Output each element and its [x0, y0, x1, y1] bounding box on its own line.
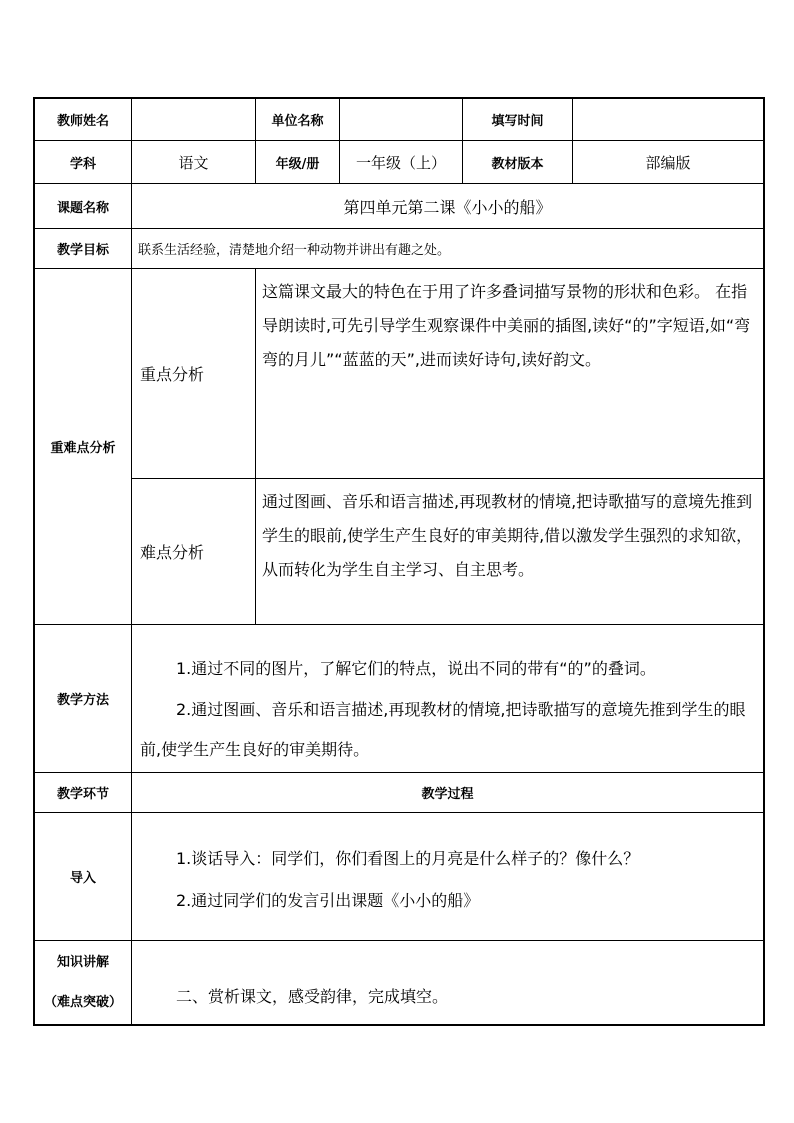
stage-label: 教学环节: [56, 787, 109, 802]
difficult-analysis-paragraph: 通过图画、音乐和语言描述,再现教材的情境,把诗歌描写的意境先推到学生的眼前,使学生产生良好的审美期待,借以激发学生强烈的求知欲，从而转化为学生自主学习、自主思考。: [262, 492, 753, 579]
table-bottom-border: [33, 1024, 764, 1026]
key-analysis-label: 重点分析: [140, 365, 205, 384]
knowledge-label-line-2: （难点突破）: [43, 994, 122, 1010]
knowledge-paragraph: 二、赏析课文，感受韵律，完成填空。: [176, 987, 449, 1006]
key-analysis-text: [262, 275, 759, 471]
process-label: 教学过程: [421, 787, 474, 802]
row-divider: [33, 624, 764, 625]
teacher-name-field[interactable]: [132, 99, 255, 140]
row-divider: [33, 812, 764, 813]
grade-label: 年级/册: [275, 156, 320, 172]
intro-label: 导入: [69, 871, 96, 886]
unit-name-field[interactable]: [340, 99, 462, 140]
row-divider: [33, 940, 764, 941]
method-label: 教学方法: [56, 693, 109, 708]
table-right-border: [763, 97, 765, 1026]
goal-text: 联系生活经验，清楚地介绍一种动物并讲出有趣之处。: [138, 243, 451, 258]
intro-line-2: 2.通过同学们的发言引出课题《小小的船》: [176, 891, 480, 910]
lesson-title-label: 课题名称: [56, 200, 109, 216]
method-text: [140, 648, 760, 768]
textbook-value: 部编版: [645, 153, 691, 172]
method-line-1: 1.通过不同的图片，了解它们的特点，说出不同的带有“的”的叠词。: [176, 659, 656, 678]
grade-value: 一年级（上）: [355, 153, 446, 172]
knowledge-label: [35, 941, 131, 1024]
fill-time-label: 填写时间: [491, 114, 544, 129]
subject-value: 语文: [178, 153, 209, 172]
unit-name-label: 单位名称: [271, 114, 324, 129]
subject-label: 学科: [69, 156, 96, 172]
teacher-name-label: 教师姓名: [56, 114, 109, 129]
intro-line-1: 1.谈话导入：同学们，你们看图上的月亮是什么样子的？像什么？: [176, 849, 640, 868]
difficult-analysis-text: [262, 485, 759, 620]
method-line-2: 2.通过图画、音乐和语言描述,再现教材的情境,把诗歌描写的意境先推到学生的眼前,使学生产生良好的审美期待。: [140, 700, 746, 759]
intro-text: [140, 838, 760, 928]
textbook-label: 教材版本: [491, 156, 544, 172]
goal-label: 教学目标: [56, 243, 109, 258]
column-divider: [131, 97, 132, 1026]
fill-time-field[interactable]: [573, 99, 763, 140]
knowledge-label-line-1: 知识讲解: [56, 954, 109, 970]
knowledge-text: [140, 980, 760, 1020]
column-divider: [255, 268, 256, 624]
difficult-analysis-label: 难点分析: [140, 543, 205, 562]
key-analysis-paragraph: 这篇课文最大的特色在于用了许多叠词描写景物的形状和色彩。 在指导朗读时,可先引导学生观察课件中美丽的插图,读好“的”字短语,如“弯弯的月儿”“蓝蓝的天”,进而读好诗句,读好韵文。: [262, 282, 751, 369]
analysis-label: 重难点分析: [50, 441, 116, 456]
lesson-title-value: 第四单元第二课《小小的船》: [343, 197, 552, 217]
